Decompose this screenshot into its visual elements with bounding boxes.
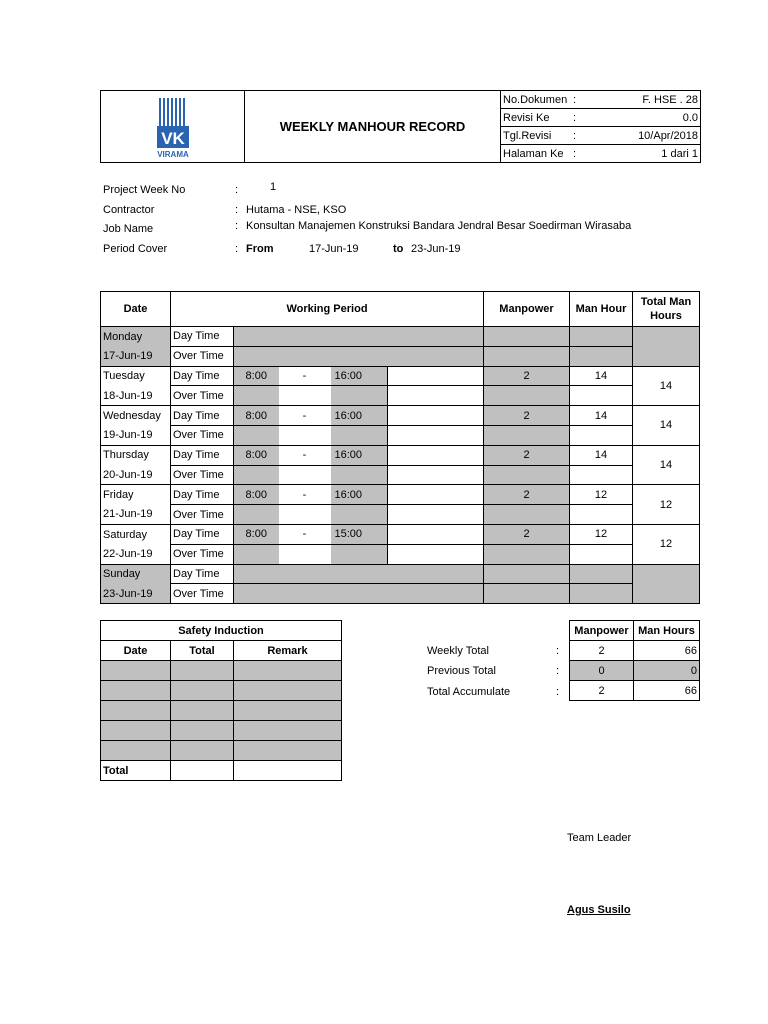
ot-manpower — [484, 386, 570, 406]
day-name: Wednesday — [101, 406, 171, 426]
colon: : — [235, 243, 239, 255]
header-date: Date — [101, 292, 171, 327]
overtime-row — [101, 346, 700, 366]
start-time: 8:00 — [234, 366, 279, 386]
field-value: F. HSE . 28 — [581, 91, 701, 109]
totals-col-manpower: Manpower — [570, 621, 634, 641]
day-date: 18-Jun-19 — [101, 386, 171, 406]
ot-end — [331, 544, 388, 564]
from-label: From — [246, 243, 274, 255]
start-time: 8:00 — [234, 406, 279, 426]
period-spacer — [388, 366, 484, 386]
manpower-value: 2 — [484, 445, 570, 465]
contractor-value: Hutama - NSE, KSO — [246, 204, 347, 216]
colon: : — [556, 645, 560, 657]
end-time: 15:00 — [331, 524, 388, 544]
safety-remark — [234, 681, 342, 701]
ot-man-hour — [570, 544, 633, 564]
ot-dash — [279, 465, 331, 485]
safety-row — [101, 721, 342, 741]
ot-man-hour — [570, 346, 633, 366]
day-row — [101, 445, 700, 465]
safety-date — [101, 701, 171, 721]
document-header — [100, 90, 701, 163]
field-colon: : — [569, 145, 581, 163]
shift-label: Over Time — [171, 465, 234, 485]
field-colon: : — [569, 127, 581, 145]
header-manpower: Manpower — [484, 292, 570, 327]
safety-date — [101, 721, 171, 741]
totals-table — [569, 620, 700, 701]
safety-induction-table — [100, 620, 342, 781]
logo-subtext: VIRAMA — [156, 149, 189, 158]
day-date: 21-Jun-19 — [101, 505, 171, 525]
ot-empty — [234, 584, 484, 604]
project-week-value: 1 — [270, 181, 277, 193]
colon: : — [235, 220, 239, 232]
from-value: 17-Jun-19 — [309, 243, 359, 255]
colon: : — [235, 184, 239, 196]
total-man-hours-value: 14 — [633, 445, 700, 485]
start-time: 8:00 — [234, 524, 279, 544]
safety-row — [101, 741, 342, 761]
safety-remark — [234, 721, 342, 741]
safety-date — [101, 681, 171, 701]
logo-text: VK — [160, 128, 185, 148]
man-hour-value: 14 — [570, 445, 633, 465]
shift-label: Over Time — [171, 386, 234, 406]
document-title: WEEKLY MANHOUR RECORD — [245, 91, 501, 163]
total-man-hours-value: 12 — [633, 485, 700, 525]
field-label: No.Dokumen — [501, 91, 569, 109]
ot-manpower — [484, 544, 570, 564]
total-accumulate-label: Total Accumulate — [427, 686, 511, 698]
previous-total-man-hours: 0 — [634, 661, 700, 681]
ot-start — [234, 544, 279, 564]
colon: : — [556, 686, 560, 698]
start-time: 8:00 — [234, 485, 279, 505]
previous-total-label: Previous Total — [427, 665, 496, 677]
manpower-value: 2 — [484, 366, 570, 386]
header-total-man-hours: Total Man Hours — [633, 292, 700, 327]
field-label: Tgl.Revisi — [501, 127, 569, 145]
company-logo — [151, 96, 195, 158]
ot-empty — [234, 346, 484, 366]
safety-remark — [234, 741, 342, 761]
contractor-label: Contractor — [103, 204, 155, 216]
time-dash: - — [279, 366, 331, 386]
ot-dash — [279, 386, 331, 406]
start-time: 8:00 — [234, 445, 279, 465]
safety-row — [101, 701, 342, 721]
man-hour-value: 12 — [570, 524, 633, 544]
to-value: 23-Jun-19 — [411, 243, 461, 255]
safety-total — [171, 701, 234, 721]
ot-man-hour — [570, 465, 633, 485]
total-man-hours-value — [633, 564, 700, 604]
ot-manpower — [484, 465, 570, 485]
safety-remark — [234, 701, 342, 721]
time-dash: - — [279, 485, 331, 505]
day-date: 17-Jun-19 — [101, 346, 171, 366]
weekly-total-manpower: 2 — [570, 641, 634, 661]
safety-total-row — [101, 761, 342, 781]
to-label: to — [393, 243, 404, 255]
ot-end — [331, 505, 388, 525]
ot-manpower — [484, 505, 570, 525]
ot-man-hour — [570, 386, 633, 406]
overtime-row — [101, 544, 700, 564]
shift-label: Over Time — [171, 505, 234, 525]
day-row — [101, 524, 700, 544]
end-time: 16:00 — [331, 406, 388, 426]
total-man-hours-value: 12 — [633, 524, 700, 564]
safety-date — [101, 741, 171, 761]
total-man-hours-value: 14 — [633, 406, 700, 446]
ot-manpower — [484, 584, 570, 604]
shift-label: Over Time — [171, 584, 234, 604]
man-hour-value: 14 — [570, 366, 633, 386]
field-value: 10/Apr/2018 — [581, 127, 701, 145]
day-row — [101, 406, 700, 426]
safety-remark — [234, 661, 342, 681]
field-label: Halaman Ke — [501, 145, 569, 163]
period-spacer — [388, 524, 484, 544]
safety-total — [171, 661, 234, 681]
total-man-hours-value — [633, 327, 700, 367]
overtime-row — [101, 584, 700, 604]
colon: : — [235, 204, 239, 216]
shift-label: Day Time — [171, 564, 234, 584]
safety-total-label: Total — [101, 761, 171, 781]
header-man-hour: Man Hour — [570, 292, 633, 327]
ot-start — [234, 386, 279, 406]
shift-label: Over Time — [171, 346, 234, 366]
ot-man-hour — [570, 505, 633, 525]
safety-total-value — [171, 761, 234, 781]
day-date: 23-Jun-19 — [101, 584, 171, 604]
signature-role: Team Leader — [567, 832, 632, 844]
colon: : — [556, 665, 560, 677]
safety-total — [171, 721, 234, 741]
manpower-value — [484, 327, 570, 347]
ot-end — [331, 425, 388, 445]
ot-start — [234, 465, 279, 485]
shift-label: Over Time — [171, 544, 234, 564]
total-accumulate-man-hours: 66 — [634, 681, 700, 701]
day-name: Saturday — [101, 524, 171, 544]
shift-label: Day Time — [171, 485, 234, 505]
day-row — [101, 327, 700, 347]
ot-man-hour — [570, 584, 633, 604]
shift-label: Day Time — [171, 406, 234, 426]
field-label: Revisi Ke — [501, 109, 569, 127]
man-hour-value — [570, 564, 633, 584]
manpower-value: 2 — [484, 406, 570, 426]
shift-label: Day Time — [171, 524, 234, 544]
manpower-value — [484, 564, 570, 584]
logo-cell — [101, 91, 245, 163]
ot-manpower — [484, 346, 570, 366]
safety-row — [101, 661, 342, 681]
overtime-row — [101, 425, 700, 445]
ot-end — [331, 386, 388, 406]
end-time: 16:00 — [331, 445, 388, 465]
day-name: Monday — [101, 327, 171, 347]
ot-spacer — [388, 544, 484, 564]
total-accumulate-manpower: 2 — [570, 681, 634, 701]
ot-dash — [279, 425, 331, 445]
ot-spacer — [388, 465, 484, 485]
time-dash: - — [279, 524, 331, 544]
period-cover-label: Period Cover — [103, 243, 168, 255]
manhour-table — [100, 291, 700, 604]
shift-label: Day Time — [171, 445, 234, 465]
shift-label: Day Time — [171, 366, 234, 386]
safety-col-remark: Remark — [234, 641, 342, 661]
overtime-row — [101, 465, 700, 485]
weekly-total-man-hours: 66 — [634, 641, 700, 661]
safety-row — [101, 681, 342, 701]
ot-dash — [279, 505, 331, 525]
field-value: 0.0 — [581, 109, 701, 127]
day-date: 22-Jun-19 — [101, 544, 171, 564]
period-spacer — [388, 485, 484, 505]
field-colon: : — [569, 109, 581, 127]
ot-man-hour — [570, 425, 633, 445]
header-working-period: Working Period — [171, 292, 484, 327]
day-date: 20-Jun-19 — [101, 465, 171, 485]
weekly-total-label: Weekly Total — [427, 645, 489, 657]
time-dash: - — [279, 406, 331, 426]
overtime-row — [101, 505, 700, 525]
field-value: 1 dari 1 — [581, 145, 701, 163]
project-week-label: Project Week No — [103, 184, 186, 196]
job-name-value: Konsultan Manajemen Konstruksi Bandara Jendral Besar Soedirman Wirasaba — [246, 220, 632, 232]
ot-spacer — [388, 386, 484, 406]
end-time: 16:00 — [331, 485, 388, 505]
working-period-empty — [234, 327, 484, 347]
working-period-empty — [234, 564, 484, 584]
day-row — [101, 366, 700, 386]
previous-total-manpower: 0 — [570, 661, 634, 681]
ot-dash — [279, 544, 331, 564]
safety-col-date: Date — [101, 641, 171, 661]
shift-label: Over Time — [171, 425, 234, 445]
man-hour-value: 14 — [570, 406, 633, 426]
ot-manpower — [484, 425, 570, 445]
safety-col-total: Total — [171, 641, 234, 661]
safety-title: Safety Induction — [101, 621, 342, 641]
man-hour-value: 12 — [570, 485, 633, 505]
safety-total — [171, 681, 234, 701]
manpower-value: 2 — [484, 524, 570, 544]
ot-spacer — [388, 425, 484, 445]
ot-spacer — [388, 505, 484, 525]
shift-label: Day Time — [171, 327, 234, 347]
day-name: Sunday — [101, 564, 171, 584]
safety-total — [171, 741, 234, 761]
time-dash: - — [279, 445, 331, 465]
end-time: 16:00 — [331, 366, 388, 386]
overtime-row — [101, 386, 700, 406]
field-colon: : — [569, 91, 581, 109]
ot-start — [234, 425, 279, 445]
man-hour-value — [570, 327, 633, 347]
day-name: Friday — [101, 485, 171, 505]
job-name-label: Job Name — [103, 223, 154, 235]
day-name: Thursday — [101, 445, 171, 465]
day-row — [101, 485, 700, 505]
day-name: Tuesday — [101, 366, 171, 386]
signature-name: Agus Susilo — [567, 904, 631, 916]
period-spacer — [388, 406, 484, 426]
totals-col-man-hours: Man Hours — [634, 621, 700, 641]
total-man-hours-value: 14 — [633, 366, 700, 406]
day-row — [101, 564, 700, 584]
safety-total-remark — [234, 761, 342, 781]
safety-date — [101, 661, 171, 681]
manpower-value: 2 — [484, 485, 570, 505]
ot-start — [234, 505, 279, 525]
period-spacer — [388, 445, 484, 465]
day-date: 19-Jun-19 — [101, 425, 171, 445]
ot-end — [331, 465, 388, 485]
